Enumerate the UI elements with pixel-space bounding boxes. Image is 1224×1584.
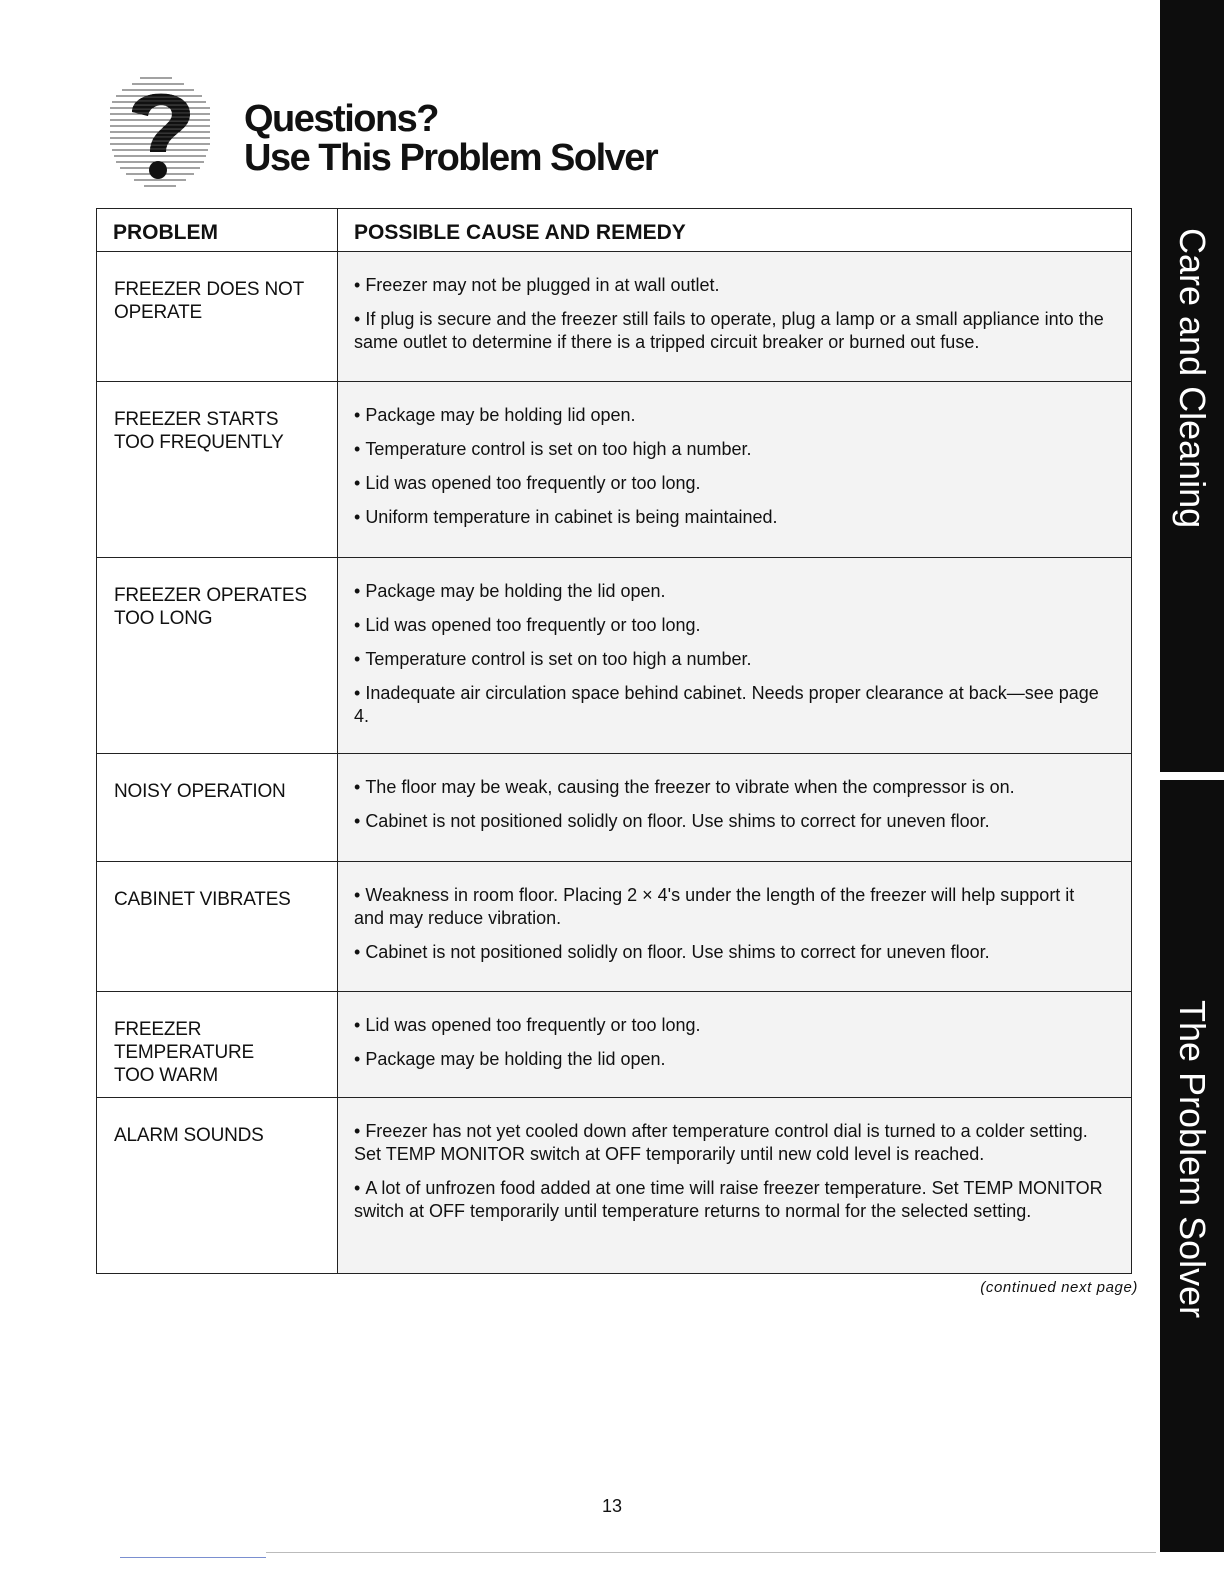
bullet-icon: •	[354, 309, 361, 329]
remedy-text: Package may be holding the lid open.	[365, 1049, 666, 1069]
bullet-icon: •	[354, 885, 361, 905]
remedy-text: Lid was opened too frequently or too long.	[365, 473, 701, 493]
remedy-item	[354, 274, 1107, 297]
table-row	[97, 754, 1132, 862]
remedy-text: Freezer has not yet cooled down after temperature control dial is turned to a colder setting. Set TEMP MONITOR switch at OFF temporarily until new cold level is reached.	[354, 1121, 1088, 1164]
remedy-text: Lid was opened too frequently or too long.	[365, 1015, 701, 1035]
remedy-cell	[338, 382, 1132, 558]
remedy-text: Lid was opened too frequently or too long.	[365, 615, 701, 635]
remedy-cell	[338, 862, 1132, 992]
bullet-icon: •	[354, 473, 361, 493]
remedy-cell	[338, 558, 1132, 754]
problem-cell: CABINET VIBRATES	[97, 862, 338, 992]
bullet-icon: •	[354, 439, 361, 459]
remedy-text: The floor may be weak, causing the freezer to vibrate when the compressor is on.	[365, 777, 1015, 797]
bullet-icon: •	[354, 1178, 361, 1198]
bullet-icon: •	[354, 1049, 361, 1069]
problem-cell: ALARM SOUNDS	[97, 1098, 338, 1274]
remedy-text: Freezer may not be plugged in at wall outlet.	[365, 275, 720, 295]
remedy-text: Uniform temperature in cabinet is being maintained.	[365, 507, 778, 527]
remedy-cell	[338, 252, 1132, 382]
remedy-item	[354, 1014, 1107, 1037]
bullet-icon: •	[354, 581, 361, 601]
remedy-item	[354, 1120, 1107, 1166]
remedy-item	[354, 884, 1107, 930]
question-mark-icon	[110, 74, 212, 192]
bottom-rule	[266, 1552, 1156, 1553]
side-tab-label: Care and Cleaning	[1172, 228, 1213, 529]
bullet-icon: •	[354, 942, 361, 962]
remedy-text: A lot of unfrozen food added at one time will raise freezer temperature. Set TEMP MONITOR switch at OFF temporarily until temperature returns to normal for the selected setting.	[354, 1178, 1103, 1221]
remedy-text: Package may be holding lid open.	[365, 405, 636, 425]
remedy-item	[354, 438, 1107, 461]
table-row	[97, 252, 1132, 382]
remedy-cell	[338, 1098, 1132, 1274]
table-row	[97, 558, 1132, 754]
bullet-icon: •	[354, 507, 361, 527]
remedy-item	[354, 682, 1107, 728]
remedy-item	[354, 308, 1107, 354]
bullet-icon: •	[354, 1121, 361, 1141]
remedy-item	[354, 810, 1107, 833]
remedy-text: Temperature control is set on too high a number.	[365, 439, 752, 459]
remedy-text: Weakness in room floor. Placing 2 × 4's under the length of the freezer will help support it and may reduce vibration.	[354, 885, 1075, 928]
table-row	[97, 1098, 1132, 1274]
remedy-text: If plug is secure and the freezer still fails to operate, plug a lamp or a small appliance into the same outlet to determine if there is a tripped circuit breaker or burned out fuse.	[354, 309, 1104, 352]
remedy-item	[354, 506, 1107, 529]
column-header-problem: PROBLEM	[97, 209, 338, 252]
remedy-text: Package may be holding the lid open.	[365, 581, 666, 601]
side-tab-label: The Problem Solver	[1172, 1000, 1213, 1319]
remedy-text: Cabinet is not positioned solidly on floor. Use shims to correct for uneven floor.	[365, 942, 990, 962]
bullet-icon: •	[354, 615, 361, 635]
problem-solver-table	[96, 208, 1132, 1274]
remedy-item	[354, 776, 1107, 799]
table-row	[97, 992, 1132, 1098]
bullet-icon: •	[354, 405, 361, 425]
side-tab-problem-solver[interactable]	[1160, 780, 1224, 1552]
page-title	[244, 100, 657, 178]
problem-cell: NOISY OPERATION	[97, 754, 338, 862]
remedy-text: Temperature control is set on too high a number.	[365, 649, 752, 669]
bullet-icon: •	[354, 1015, 361, 1035]
bullet-icon: •	[354, 683, 361, 703]
bullet-icon: •	[354, 275, 361, 295]
remedy-item	[354, 472, 1107, 495]
problem-cell: FREEZER OPERATES TOO LONG	[97, 558, 338, 754]
remedy-item	[354, 1177, 1107, 1223]
remedy-text: Cabinet is not positioned solidly on floor. Use shims to correct for uneven floor.	[365, 811, 990, 831]
remedy-cell	[338, 754, 1132, 862]
page-number: 13	[601, 1496, 623, 1516]
bullet-icon: •	[354, 777, 361, 797]
bullet-icon: •	[354, 649, 361, 669]
remedy-item	[354, 580, 1107, 603]
remedy-cell	[338, 992, 1132, 1098]
table-header-row	[97, 209, 1132, 252]
title-line-2: Use This Problem Solver	[244, 137, 658, 179]
remedy-item	[354, 648, 1107, 671]
bullet-icon: •	[354, 811, 361, 831]
remedy-item	[354, 614, 1107, 637]
table-row	[97, 862, 1132, 992]
title-line-1: Questions?	[244, 98, 439, 140]
continued-note: (continued next page)	[980, 1279, 1138, 1296]
problem-cell: FREEZER TEMPERATURE TOO WARM	[97, 992, 338, 1098]
column-header-remedy: POSSIBLE CAUSE AND REMEDY	[338, 209, 1132, 252]
remedy-item	[354, 404, 1107, 427]
remedy-item	[354, 1048, 1107, 1071]
table-row	[97, 382, 1132, 558]
remedy-text: Inadequate air circulation space behind cabinet. Needs proper clearance at back—see page 4.	[354, 683, 1099, 726]
side-tab-care-and-cleaning[interactable]	[1160, 0, 1224, 772]
problem-cell: FREEZER DOES NOT OPERATE	[97, 252, 338, 382]
remedy-item	[354, 941, 1107, 964]
bottom-rule	[120, 1557, 266, 1558]
problem-cell: FREEZER STARTS TOO FREQUENTLY	[97, 382, 338, 558]
